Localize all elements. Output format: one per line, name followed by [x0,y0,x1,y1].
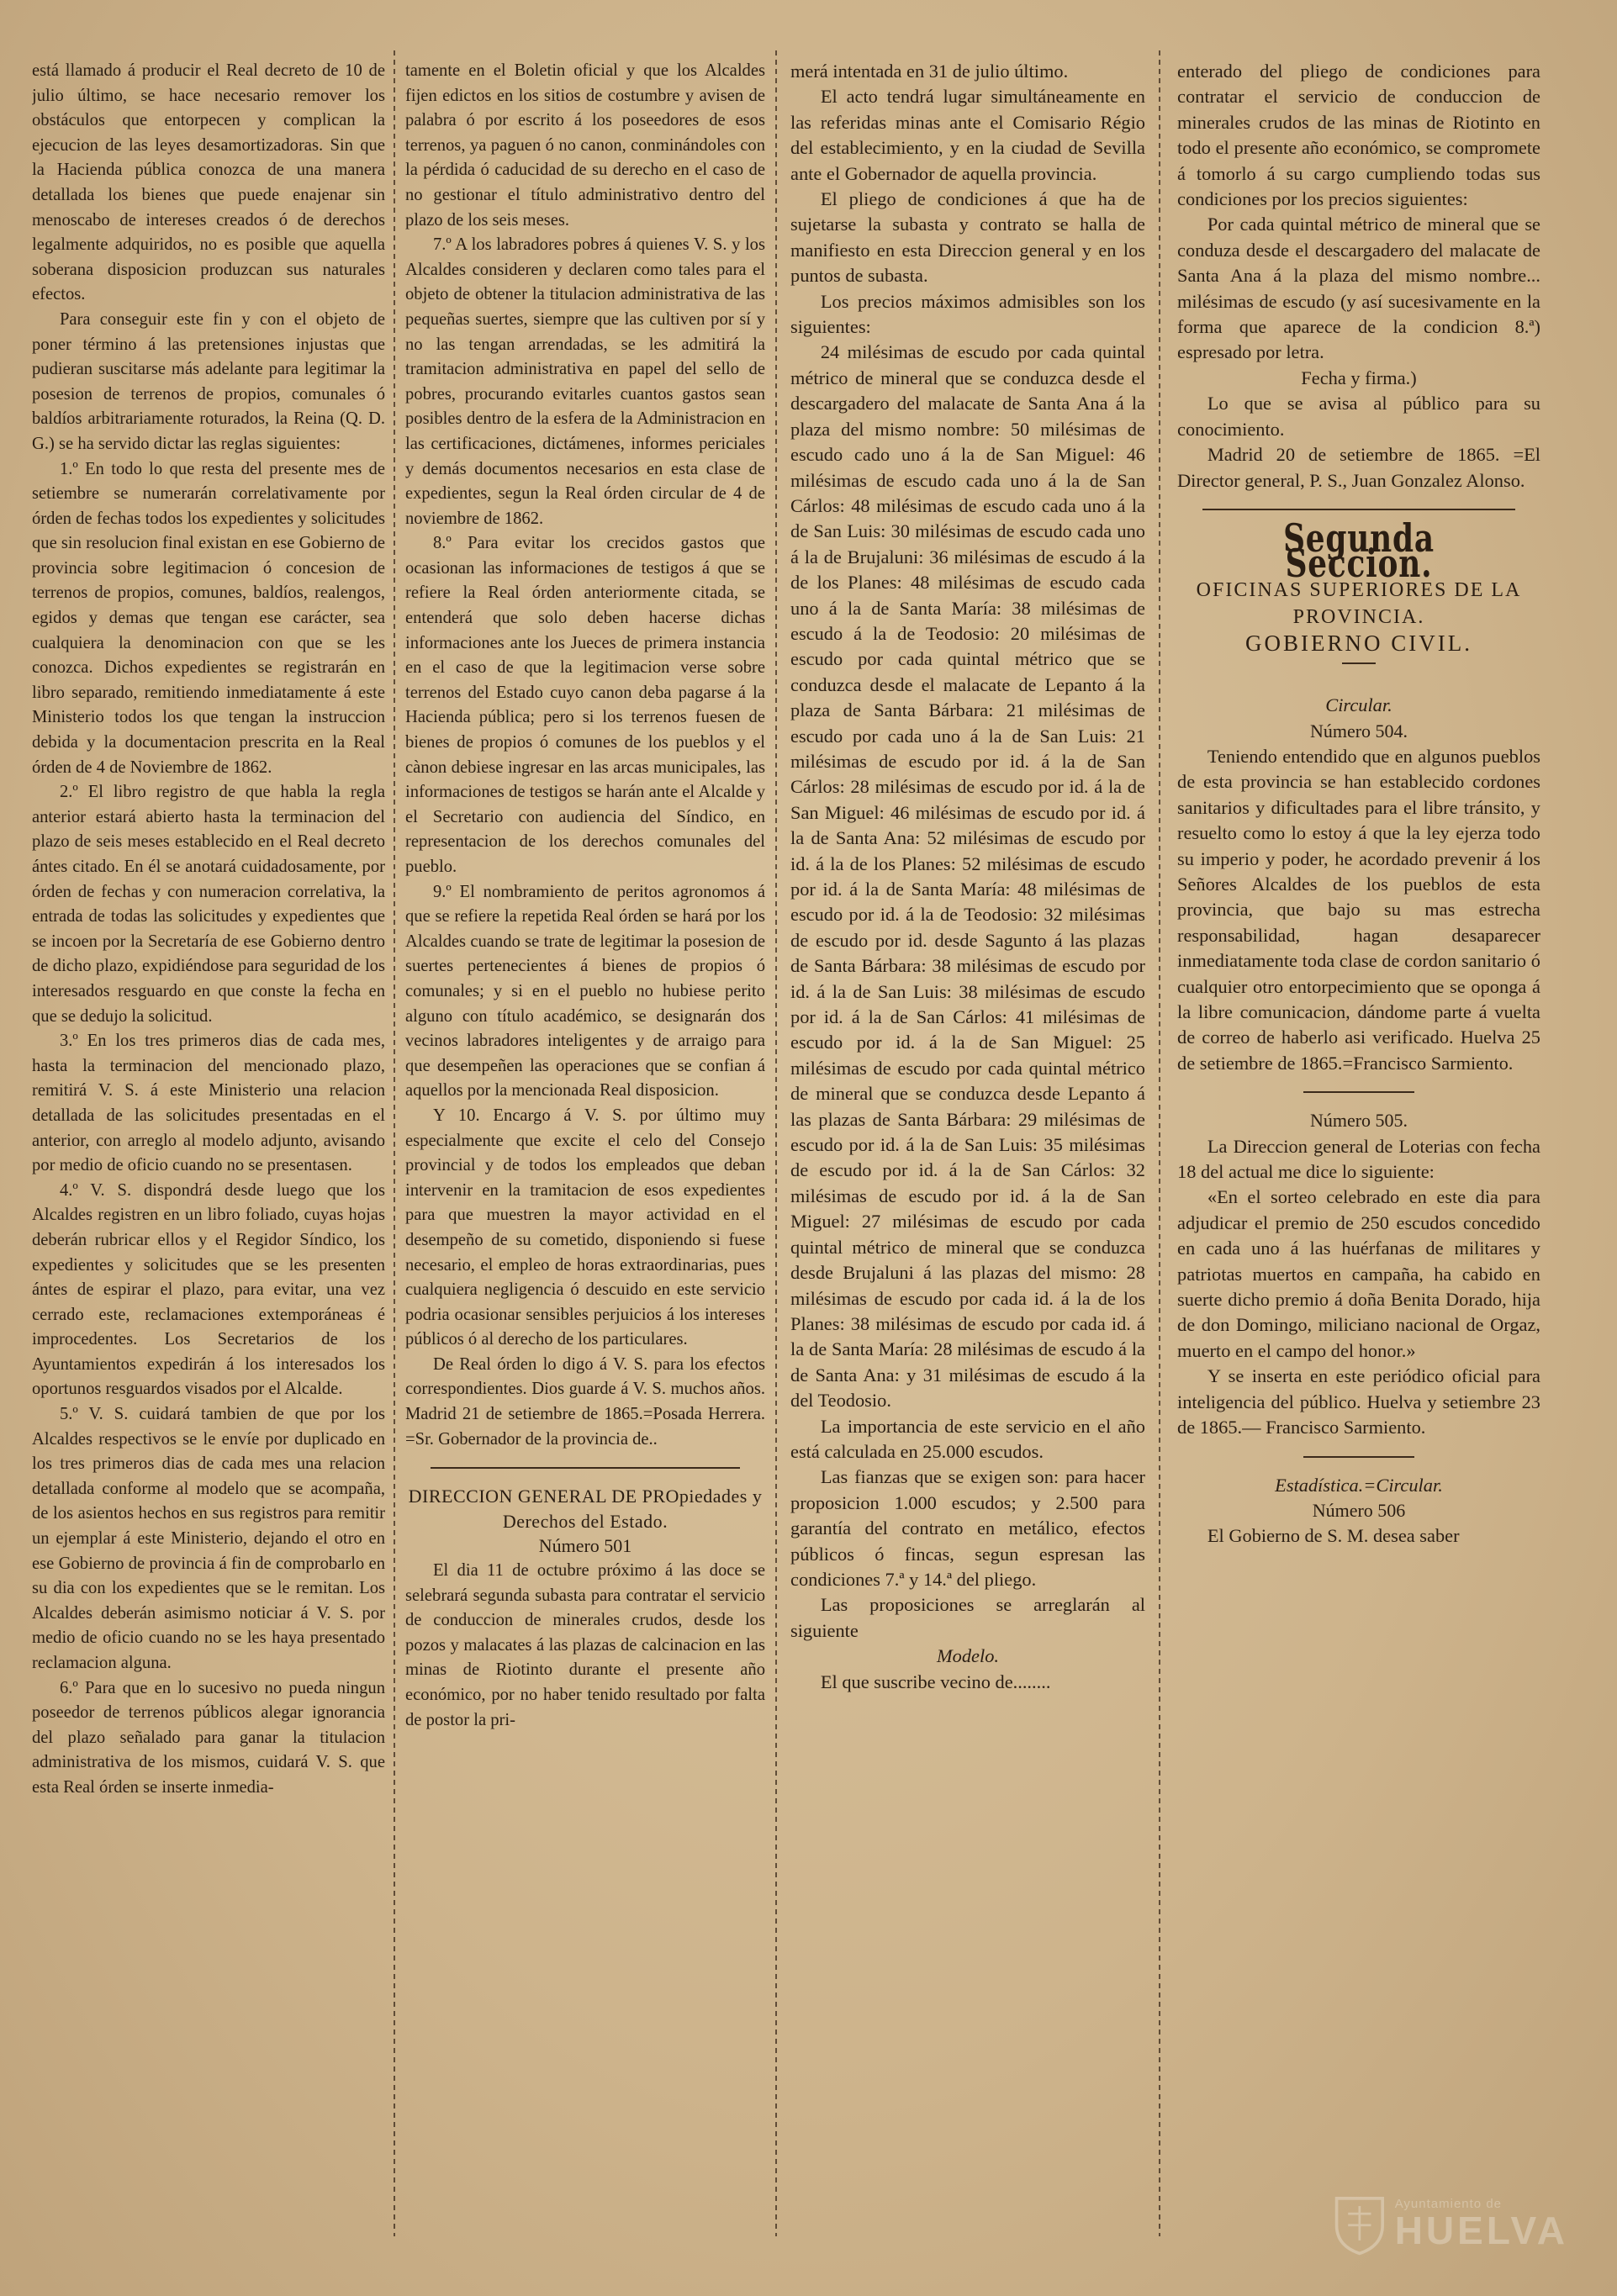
paragraph: Teniendo entendido que en algunos pueblos de esta provincia se han establecido cordones sanitarios y dificultades para el libre tránsito, y resuelto como lo estoy á que la ley ejerza todo su imperio y poder, he acordado prevenir á los Señores Alcaldes de los pueblos de esta provincia, que bajo su mas estrecha responsabilidad, hagan desaparecer inmediatamente toda clase de cordon sanitario ó cualquier otro entorpecimiento que se oponga á la libre comunicacion, dándome parte á vuelta de correo de haberlo asi verificado. Huelva 25 de setiembre de 1865.=Francisco Sarmiento. [1177,745,1540,1074]
section-divider [431,1467,740,1469]
section-title: Segunda Seccion. [1283,515,1435,587]
column-2 [405,59,765,2253]
paragraph: El Gobierno de S. M. desea saber [1207,1525,1460,1547]
rule-3: 3.º En los tres primeros dias de cada mes, hasta la terminacion del mencionado plazo, remitirá V. S. á este Ministerio una relacion detallada de las solicitudes presentadas en el anterior, con arreglo al modelo adjunto, avisando por medio de oficio cuando no se presentasen. [32,1032,385,1175]
rule-10: Y 10. Encargo á V. S. por último muy especialmente que excite el celo del Consejo provincial y de todos los empleados que deban intervenir en la tramitacion de esos expedientes para que muestren la mayor actividad en el desempeño de su cometido, disponiendo si fuese necesario, el empleo de horas extraordinarias, pues cualquiera negligencia ó descuido en este servicio podria ocasionar sensibles perjuicios á los intereses públicos ó al derecho de los particulares. [405,1106,765,1349]
modelo-heading: Modelo. [937,1645,999,1667]
paragraph: tamente en el Boletin oficial y que los Alcaldes fijen edictos en los sitios de costumbre y avisen de palabra ó por escrito á los poseedores de esos terrenos, ya paguen ó no canon, conminándoles con la pérdida ó caducidad de su derecho en el caso de no gestionar el título administrativo dentro del plazo de los seis meses. [405,61,765,230]
paragraph: Madrid 20 de setiembre de 1865. =El Director general, P. S., Juan Gonzalez Alonso. [1177,444,1540,491]
paragraph: está llamado á producir el Real decreto de 10 de julio último, se hace necesario remover los obstáculos que entorpecen y complican la ejecucion de las leyes desamortizadoras. Sin que la Hacienda pública conozca de una manera detallada los bienes que puede enajenar sin menoscabo de intereses creados ó de derechos legalmente adquiridos, no es posible que aquella soberana disposicion produzcan sus naturales efectos. [32,61,385,304]
price-list: 24 milésimas de escudo por cada quintal métrico de mineral que se conduzca desde el descargadero del malacate de Santa Ana á la plaza del mismo nombre: 50 milésimas de escudo cado uno á la de San Miguel: 46 milésimas de escudo cada uno á la de San Cárlos: 48 milésimas de escudo cada uno á la de San Luis: 30 milésimas de escudo cada uno á la de Brujaluni: 36 milésimas de escudo á la de los Planes: 48 milésimas de escudo cada uno á la de Santa María: 38 milésimas de escudo á la de Teodosio: 20 milésimas de escudo por cada quintal métrico que se conduzca desde el malacate de Lepanto á la plaza de Santa Bárbara: 21 milésimas de escudo por cada uno á la de San Luis: 21 milésimas de escudo por id. á la de San Cárlos: 28 milésimas de escudo por id. á la de San Miguel: 46 milésimas de escudo por id. á la de Santa Ana: 52 milésimas de escudo por id. á la de los Planes: 52 milésimas de escudo por id. á la de Santa María: 48 milésimas de escudo por id. á la de Teodosio: 32 milésimas de escudo por id. desde Sagunto á las plazas de Santa Bárbara: 38 milésimas de escudo por id. á la de San Luis: 38 milésimas de escudo por id. á la de San Cárlos: 41 milésimas de escudo por id. á la de San Miguel: 25 milésimas de escudo por cada quintal métrico de mineral que se conduzca desde Lepanto á las plazas de Santa Bárbara: 29 milésimas de escudo por id. á la de San Luis: 35 milésimas de escudo por id. á la de San Cárlos: 32 milésimas de escudo por id. á la de San Miguel: 27 milésimas de escudo por cada quintal métrico de mineral que se conduzca desde Brujaluni á las plazas del mismo: 28 milésimas de escudo por cada id. á la de los Planes: 38 milésimas de escudo por cada id. á la de Santa María: 28 milésimas de escudo á la de Santa Ana: y 31 milésimas de escudo á la del Teodosio. [790,341,1145,1412]
paragraph: Las fianzas que se exigen son: para hacer proposicion 1.000 escudos; y 2.500 para garantía del contrato en metálico, efectos públicos ó fincas, segun espresan las condiciones 7.ª y 14.ª del pliego. [790,1466,1145,1590]
offices-heading: OFICINAS SUPERIORES DE LA PROVINCIA. [1196,578,1522,628]
notice-number: Número 504. [1309,720,1408,742]
watermark-big-text: HUELVA [1394,2208,1568,2252]
paragraph: El dia 11 de octubre próximo á las doce se selebrará segunda subasta para contratar el servicio de conduccion de minerales crudos, desde los pozos y malacates á las plazas de calcinacion en las minas de Riotinto durante el presente año económico, por no haber tenido resultado por falta de postor la pri- [405,1561,765,1729]
paragraph: Por cada quintal métrico de mineral que se conduza desde el descargadero del malacate de Santa Ana á la plaza del mismo nombre... milésimas de escudo (y así sucesivamente en la forma que aparece de la condicion 8.ª) espresado por letra. [1177,214,1540,363]
paragraph: Los precios máximos admisibles son los siguientes: [790,290,1145,338]
statistics-label: Estadística.=Circular. [1275,1474,1443,1496]
notice-divider [1303,1456,1414,1458]
column-4 [1177,59,1540,2253]
paragraph: Las proposiciones se arreglarán al siguiente [790,1594,1145,1641]
paragraph: Y se inserta en este periódico oficial para inteligencia del público. Huelva y setiembre 23 de 1865.— Francisco Sarmiento. [1177,1365,1540,1438]
notice-number: Número 501 [538,1535,632,1557]
closing-paragraph: De Real órden lo digo á V. S. para los efectos correspondientes. Dios guarde á V. S. muchos años. Madrid 21 de setiembre de 1865.=Posada Herrera. =Sr. Gobernador de la provincia de.. [405,1354,765,1449]
rule-8: 8.º Para evitar los crecidos gastos que ocasionan las informaciones de testigos á que se refiere la Real órden anteriormente citada, se entenderá que solo deben hacerse dichas informaciones ante los Jueces de primera instancia en el caso de que la legitimacion verse sobre terrenos del Estado cuyo canon deba pagarse á la Hacienda pública; pero si los terrenos fuesen de bienes de propios ó comunes de los pueblos y el cànon debiese ingresar en las arcas municipales, las informaciones de testigos se harán ante el Alcalde y el Secretario con audiencia del Síndico, en representacion de los derechos comunales del pueblo. [405,534,765,876]
short-dash [1342,662,1376,664]
paragraph: merá intentada en 31 de julio último. [790,61,1069,82]
notice-number: Número 506 [1312,1499,1406,1521]
column-divider [775,50,777,2236]
column-1 [32,59,385,2253]
rule-7: 7.º A los labradores pobres á quienes V. S. y los Alcaldes consideren y declaren como tales para el objeto de obtener la titulacion administrativa de las pequeñas suertes, siempre que las cultiven por sí y no las tengan arrendadas, se les admitirá la tramitacion administrativa en papel del sello de pobres, procurando evitarles cuantos gastos sean posibles dentro de la esfera de la Administracion en las certificaciones, dictámenes, informes periciales y demás documentos necesarios en esta clase de expedientes, segun la Real órden circular de 4 de noviembre de 1862. [405,235,765,528]
column-divider [394,50,395,2236]
notice-divider [1303,1091,1414,1093]
paragraph: El acto tendrá lugar simultáneamente en las referidas minas ante el Comisario Régio del establecimiento, y en la ciudad de Sevilla ante el Gobernador de aquella provincia. [790,86,1145,184]
paragraph: «En el sorteo celebrado en este dia para adjudicar el premio de 250 escudos concedido en cada uno á las huérfanas de militares y patriotas muertos en campaña, ha cabido en suerte dicho premio á doña Benita Dorado, hija de don Domingo, miliciano nacional de Orgaz, muerto en el campo del honor.» [1177,1186,1540,1361]
paragraph: El pliego de condiciones á que ha de sujetarse la subasta y contrato se halla de manifiesto en esta Direccion general y en los puntos de subasta. [790,188,1145,287]
circular-label: Circular. [1325,694,1392,716]
paragraph: Para conseguir este fin y con el objeto de poner término á las pretensiones injustas que pudieran suscitarse más adelante para legitimar la posesion de terrenos de propios, comunales ó baldíos arbitrariamente roturados, la Reina (Q. D. G.) se ha servido dictar las reglas siguientes: [32,309,385,453]
section-divider [1202,509,1515,510]
paragraph: La importancia de este servicio en el año está calculada en 25.000 escudos. [790,1415,1145,1462]
fecha-firma: Fecha y firma.) [1301,367,1417,388]
paragraph: La Direccion general de Loterias con fecha 18 del actual me dice lo siguiente: [1177,1135,1540,1183]
rule-1: 1.º En todo lo que resta del presente mes de setiembre se numerarán correlativamente por órden de fechas todos los expedientes y solicitudes que sin resolucion final existan en ese Gobierno de provincia sobre legitimacion ó concesion de terrenos de propios, comunes, baldíos, realengos, egidos y demas que tengan ese carácter, sea cualquiera la denominacion con que se les conozca. Dichos expedientes se registrarán en libro separado, remitiendo inmediatamente á este Ministerio todos los que tengan la instruccion debida y la documentacion prescrita en la Real órden de 4 de Noviembre de 1862. [32,459,385,777]
column-divider [1159,50,1160,2236]
column-3 [790,59,1145,2253]
paragraph: Lo que se avisa al público para su conocimiento. [1177,393,1540,440]
direccion-heading: DIRECCION GENERAL DE PROpiedades y Derechos del Estado. [408,1486,763,1532]
government-heading: GOBIERNO CIVIL. [1245,630,1472,656]
watermark-small-text: Ayuntamiento de [1394,2196,1503,2211]
rule-9: 9.º El nombramiento de peritos agronomos á que se refiere la repetida Real órden se hará por los Alcaldes cuando se trate de legitimar la posesion de suertes pertenecientes á bienes de propios ó comunales; y si en el pueblo no hubiese perito alguno con título académico, se designarán dos vecinos labradores inteligentes y de arraigo para que desempeñen las operaciones que se confian á aquellos por la mencionada Real disposicion. [405,882,765,1100]
coat-of-arms-icon [1333,2188,1387,2258]
rule-5: 5.º V. S. cuidará tambien de que por los Alcaldes respectivos se le envíe por duplicado en los tres primeros dias de cada mes una relacion detallada conforme al modelo que se acompaña, de los asientos hechos en sus registros para remitir un ejemplar á este Ministerio, dejando el otro en ese Gobierno de provincia á fin de comprobarlo en su dia con los expedientes que se le remitan. Los Alcaldes deberán asimismo noticiar á V. S. por medio de oficio cuando no se les haya presentado reclamacion alguna. [32,1405,385,1672]
rule-2: 2.º El libro registro de que habla la regla anterior estará abierto hasta la terminacion del plazo de seis meses establecido en el Real decreto ántes citado. En él se anotará cuidadosamente, por órden de fechas y con numeracion correlativa, la entrada de todas las solicitudes y expedientes que se incoen por la Secretaría de ese Gobierno dentro de dicho plazo, expidiéndose para seguridad de los interesados resguardo en que conste la fecha en que se dedujo la solicitud. [32,783,385,1026]
rule-4: 4.º V. S. dispondrá desde luego que los Alcaldes registren en un libro foliado, cuyas hojas deberán rubricar ellos y el Regidor Síndico, los expedientes y solicitudes que se les presenten ántes de espirar el plazo, para evitar, una vez cerrado este, reclamaciones extemporáneas é improcedentes. Los Secretarios de los Ayuntamientos expedirán á los interesados los oportunos resguardos visados por el Alcalde. [32,1180,385,1399]
rule-6: 6.º Para que en lo sucesivo no pueda ningun poseedor de terrenos públicos alegar ignorancia del plazo señalado para ganar la titulacion administrativa de los mismos, cuidará V. S. que esta Real órden se inserte inmedia- [32,1678,385,1797]
watermark [1333,2185,1568,2261]
paragraph: enterado del pliego de condiciones para contratar el servicio de conduccion de minerales crudos de las minas de Riotinto en todo el presente año económico, se compromete á tomorlo á su cargo cumpliendo todas sus condiciones por los precios siguientes: [1177,61,1540,210]
modelo-text: El que suscribe vecino de........ [820,1671,1051,1692]
notice-number: Número 505. [1309,1110,1408,1132]
